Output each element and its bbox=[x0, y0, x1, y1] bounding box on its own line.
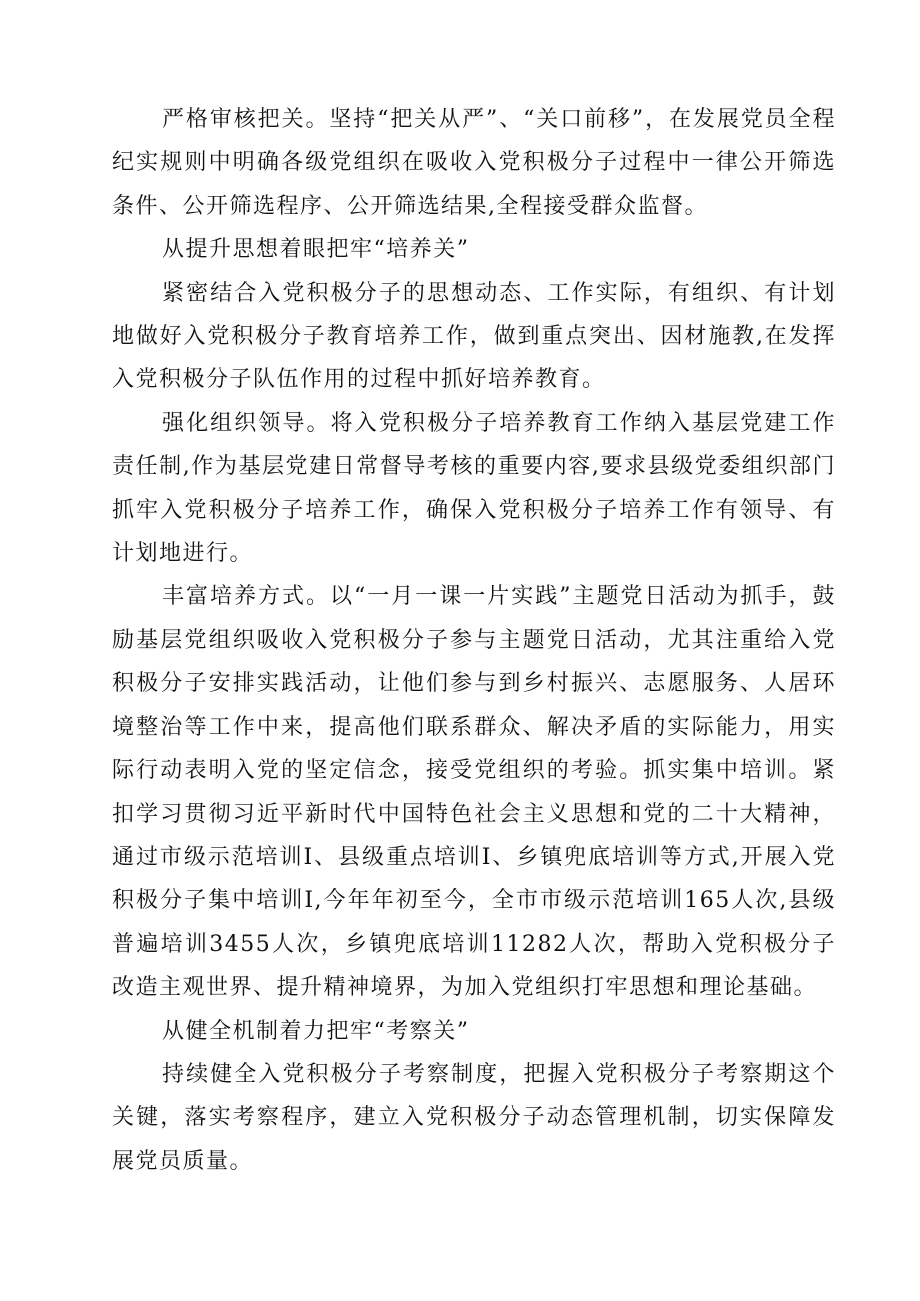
section-heading-inspection: 从健全机制着力把牢“考察关” bbox=[162, 1018, 470, 1044]
section-heading-cultivation: 从提升思想着眼把牢“培养关” bbox=[162, 237, 470, 263]
paragraph-training-methods: 丰富培养方式。以“一月一课一片实践”主题党日活动为抓手，鼓励基层党组织吸收入党积极分子参与主题党日活动，尤其注重给入党积极分子安排实践活动，让他们参与到乡村振兴、志愿服务、人居环境整治等工作中来，提高他们联系群众、解决矛盾的实际能力，用实际行动表明入党的坚定信念，接受党组织的考验。抓实集中培训。紧扣学习贯彻习近平新时代中国特色社会主义思想和党的二十大精神，通过市级示范培训I、县级重点培训I、乡镇兜底培训等方式,开展入党积极分子集中培训I,今年年初至今，全市市级示范培训165人次,县级普遍培训3455人次，乡镇兜底培训11282人次，帮助入党积极分子改造主观世界、提升精神境界，为加入党组织打牢思想和理论基础。 bbox=[112, 584, 836, 1001]
document-body bbox=[112, 98, 836, 1183]
paragraph-inspection-system: 持续健全入党积极分子考察制度，把握入党积极分子考察期这个关键，落实考察程序，建立入党积极分子动态管理机制，切实保障发展党员质量。 bbox=[112, 1061, 836, 1174]
paragraph-organization-leadership: 强化组织领导。将入党积极分子培养教育工作纳入基层党建工作责任制,作为基层党建日常督导考核的重要内容,要求县级党委组织部门抓牢入党积极分子培养工作，确保入党积极分子培养工作有领导、有计划地进行。 bbox=[112, 410, 836, 567]
paragraph-cultivation-intro: 紧密结合入党积极分子的思想动态、工作实际，有组织、有计划地做好入党积极分子教育培养工作，做到重点突出、因材施教,在发挥入党积极分子队伍作用的过程中抓好培养教育。 bbox=[112, 280, 836, 393]
paragraph-strict-review: 严格审核把关。坚持“把关从严”、“关口前移”，在发展党员全程纪实规则中明确各级党组织在吸收入党积极分子过程中一律公开筛选条件、公开筛选程序、公开筛选结果,全程接受群众监督。 bbox=[112, 107, 836, 219]
